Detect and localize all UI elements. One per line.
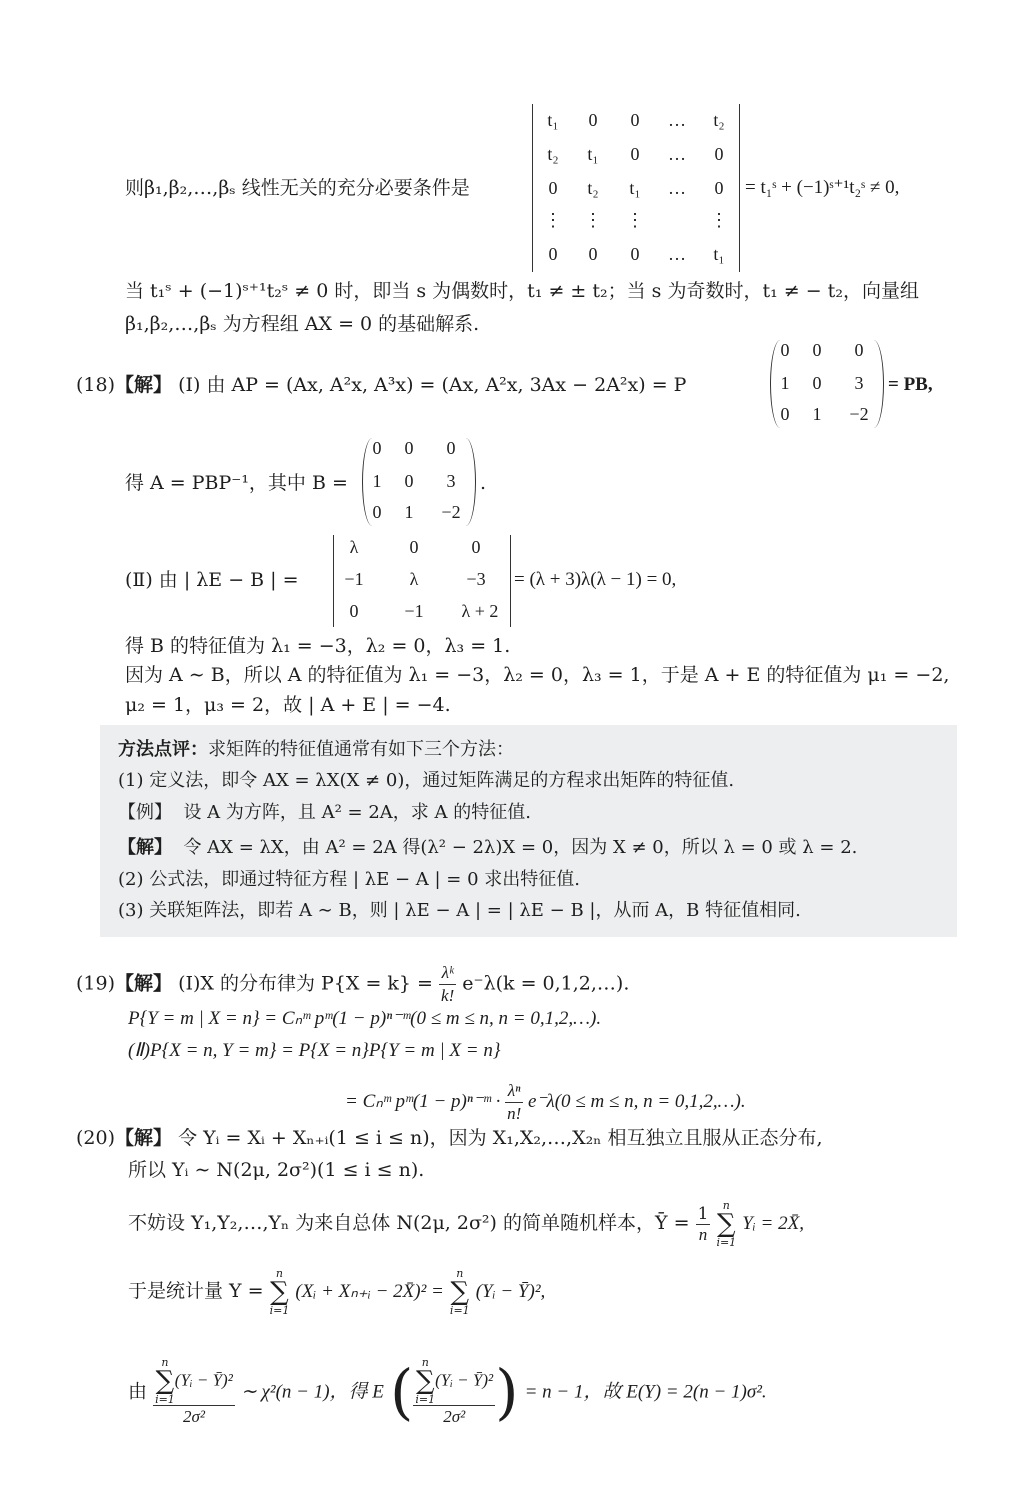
det-cell: t₁ [629,178,641,198]
example-text: 设 A 为方阵，且 A² = 2A，求 A 的特征值. [183,802,531,823]
q20-l1: 令 Yᵢ = Xᵢ + Xₙ₊ᵢ(1 ≤ i ≤ n)，因为 X₁,X₂,…,X₂ₙ 相互独立且服从正态分布, [178,1127,823,1149]
q20-line3 [128,1200,804,1248]
poisson-fraction [439,962,456,1007]
det-cell: … [668,110,686,130]
sum-lower: i=1 [155,1393,175,1406]
q20-l5-mid: ∼ χ²(n − 1)，得 E [240,1381,384,1403]
method-note-box [100,725,957,937]
expectation-fraction [413,1357,495,1428]
det-cell: t₂ [713,110,725,130]
right-paren: ) [495,1357,519,1428]
q19-line4 [345,1080,746,1125]
det-cell: −3 [466,569,486,589]
q20-l5-prefix: 由 [128,1380,148,1403]
sum-lower: i=1 [415,1393,436,1406]
sum-upper: n [722,1199,730,1212]
matrix-cell: 0 [404,438,414,458]
sum-upper: n [275,1267,283,1280]
q20-l4-prefix: 于是统计量 Y = [128,1280,264,1302]
sum-lower: i=1 [449,1304,470,1317]
poisson-fraction [505,1080,523,1125]
summation-symbol: n ∑ i=1 [415,1356,436,1406]
sum-upper: n [456,1267,464,1280]
summation-symbol: n ∑ i=1 [155,1356,175,1406]
matrix-cell: 3 [446,471,456,491]
q19-l1-suffix: e⁻λ(k = 0,1,2,…). [462,972,630,995]
det-cell: 0 [409,537,419,557]
matrix-cell: 3 [854,373,864,393]
q20-line5 [128,1357,767,1428]
sum-lower: i=1 [716,1236,737,1249]
det-cell: t₂ [587,178,599,198]
det-cell: 0 [630,144,640,164]
det-cell: 0 [349,601,359,621]
q18-line-A: 得 A = PBP⁻¹，其中 B = [125,472,348,494]
q20-line4 [128,1268,545,1316]
summation-symbol: n ∑ i=1 [449,1267,470,1317]
det-cell: 0 [588,110,598,130]
det-cell: 0 [714,144,724,164]
q19-line3: (Ⅱ)P{X = n, Y = m} = P{X = n}P{Y = m | X = n} [128,1040,501,1061]
q18-part1-text: (Ⅰ) 由 AP = (Ax, A²x, A³x) = (Ax, A²x, 3Ax − 2A²x) = P [178,374,687,396]
fraction-denominator: 2σ² [182,1407,205,1426]
det-cell: … [668,178,686,198]
det-cell: 0 [471,537,481,557]
q19-l4-prefix: = Cₙᵐ pᵐ(1 − p)ⁿ⁻ᵐ · [345,1090,501,1112]
question-number: (19) [76,972,116,995]
det-cell: 0 [714,178,724,198]
q18-result: μ₂ = 1，μ₃ = 2，故 | A + E | = −4. [125,694,451,716]
matrix-cell: 1 [812,404,822,424]
q19-line2: P{Y = m | X = n} = Cₙᵐ pᵐ(1 − p)ⁿ⁻ᵐ(0 ≤ m ≤ n, n = 0,1,2,…). [128,1008,602,1029]
det-cell: λ [409,569,419,589]
sum-upper: n [161,1356,169,1369]
numerator-expr: (Yᵢ − Ȳ)² [435,1370,494,1390]
numerator-expr: (Yᵢ − Ȳ)² [174,1370,233,1390]
example-line [118,801,531,825]
one-over-n [696,1204,711,1245]
q20-line1 [76,1126,823,1150]
q19-l1-prefix: (Ⅰ)X 的分布律为 P{X = k} = [178,972,433,995]
matrix-cell: 0 [780,340,790,360]
solution-tag: 【解】 [115,972,173,995]
matrix-cell: 0 [372,438,382,458]
matrix-cell: −2 [441,502,461,522]
q18-header [76,373,686,397]
method-note-intro: 求矩阵的特征值通常有如下三个方法： [208,739,514,760]
q18-lambda-determinant [333,535,511,627]
fraction-numerator: 1 [697,1203,709,1224]
example-solution: 令 AX = λX，由 A² = 2A 得(λ² − 2λ)X = 0，因为 X ≠ 0，所以 λ = 0 或 λ = 2. [183,837,858,858]
det-cell: ⋮ [584,210,602,230]
left-paren: ( [389,1357,414,1428]
det-cell: t₂ [547,144,559,164]
fraction-numerator [413,1357,495,1406]
q18-part2-text: (Ⅱ) 由 | λE − B | = [125,569,299,591]
q17-condition-suffix: = t₁ˢ + (−1)ˢ⁺¹t₂ˢ ≠ 0, [745,177,900,198]
q19-l4-suffix: e⁻λ(0 ≤ m ≤ n, n = 0,1,2,…). [528,1090,746,1112]
det-cell: λ [349,537,359,557]
q18-matrix-B-2 [362,438,476,526]
q20-l3-suffix: Yᵢ = 2X̄, [742,1213,804,1234]
matrix-cell: 0 [812,340,822,360]
matrix-cell: 1 [372,471,382,491]
fraction-denominator: n! [507,1104,522,1123]
fraction-numerator [153,1357,235,1406]
det-cell: … [668,244,686,264]
fraction-numerator: λᵏ [439,962,456,985]
q17-line3: β₁,β₂,…,βₛ 为方程组 AX = 0 的基础解系. [125,313,480,335]
chi-square-fraction [153,1357,235,1428]
q18-eig-A: 因为 A ∼ B，所以 A 的特征值为 λ₁ = −3，λ₂ = 0，λ₃ = 1，于是 A + E 的特征值为 μ₁ = −2, [125,664,950,686]
fraction-denominator: n [698,1224,708,1244]
question-number: (20) [76,1127,116,1149]
q20-l5-suffix: = n − 1，故 E(Y) = 2(n − 1)σ². [524,1381,767,1403]
det-cell: t₁ [587,144,599,164]
det-cell: −1 [344,569,364,589]
det-cell: t₁ [713,244,725,264]
sum-upper: n [421,1356,429,1369]
solution-tag: 【解】 [115,1127,173,1149]
matrix-cell: 1 [780,373,790,393]
q18-eig-B: 得 B 的特征值为 λ₁ = −3，λ₂ = 0，λ₃ = 1. [125,635,511,657]
det-cell: 0 [548,244,558,264]
solution-tag: 【解】 [118,837,172,858]
q17-line2: 当 t₁ˢ + (−1)ˢ⁺¹t₂ˢ ≠ 0 时，即当 s 为偶数时，t₁ ≠ ± t₂；当 s 为奇数时，t₁ ≠ − t₂，向量组 [125,280,919,302]
matrix-cell: 0 [404,471,414,491]
det-cell: 0 [588,244,598,264]
det-cell: 0 [630,110,640,130]
q17-condition-prefix: 则β₁,β₂,…,βₛ 线性无关的充分必要条件是 [125,177,470,199]
solution-tag: 【解】 [115,374,173,396]
q19-line1 [76,962,629,1007]
det-cell: ⋮ [626,210,644,230]
q20-line2: 所以 Yᵢ ∼ N(2μ, 2σ²)(1 ≤ i ≤ n). [128,1159,425,1181]
method-3: (3) 关联矩阵法，即若 A ∼ B，则 | λE − A | = | λE − B |，从而 A，B 特征值相同. [118,900,801,921]
q18-matrix-B-1 [770,340,884,428]
q18-line-A-end: . [480,472,487,494]
summation-symbol: n ∑ i=1 [716,1199,737,1249]
matrix-cell: 0 [780,404,790,424]
fraction-denominator: 2σ² [443,1407,466,1426]
matrix-cell: −2 [849,404,869,424]
method-note-title: 方法点评： [118,739,208,760]
method-note-heading [118,738,514,762]
det-cell: t₁ [547,110,559,130]
matrix-cell: 0 [446,438,456,458]
q18-part2-end: = (λ + 3)λ(λ − 1) = 0, [514,569,677,590]
det-cell: −1 [404,601,424,621]
det-cell: ⋮ [710,210,728,230]
example-tag: 【例】 [118,802,172,823]
method-2: (2) 公式法，即通过特征方程 | λE − A | = 0 求出特征值. [118,869,581,890]
example-solution-line [118,836,857,860]
q18-part1-end: = PB, [888,374,933,395]
matrix-cell: 0 [854,340,864,360]
question-number: (18) [76,374,116,396]
q20-l4-suffix: (Yᵢ − Ȳ)², [475,1281,546,1302]
fraction-numerator: λⁿ [505,1080,523,1103]
det-cell: 0 [548,178,558,198]
det-cell: … [668,144,686,164]
fraction-denominator: k! [441,986,455,1005]
det-cell: ⋮ [544,210,562,230]
matrix-cell: 0 [372,502,382,522]
q17-determinant [532,104,740,272]
summation-symbol: n ∑ i=1 [269,1267,290,1317]
det-cell: 0 [630,244,640,264]
det-cell: λ + 2 [461,601,499,621]
sum-lower: i=1 [269,1304,290,1317]
matrix-cell: 0 [812,373,822,393]
q20-l3-prefix: 不妨设 Y₁,Y₂,…,Yₙ 为来自总体 N(2μ, 2σ²) 的简单随机样本，Ȳ = [128,1212,690,1234]
q20-l4-mid: (Xᵢ + Xₙ₊ᵢ − 2X̄)² = [295,1281,444,1302]
method-1: (1) 定义法，即令 AX = λX(X ≠ 0)，通过矩阵满足的方程求出矩阵的特征值. [118,770,735,791]
matrix-cell: 1 [404,502,414,522]
